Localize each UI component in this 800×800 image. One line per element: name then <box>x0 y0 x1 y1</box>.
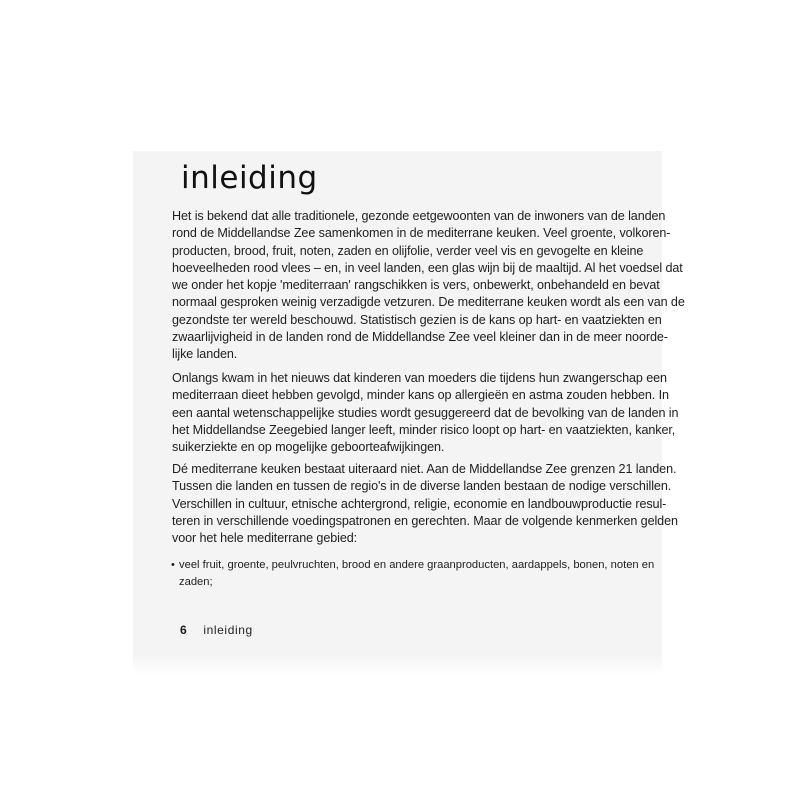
paragraph-line: hoeveelheden rood vlees – en, in veel landen, een glas wijn bij de maaltijd. Al het voedsel dat <box>172 260 683 275</box>
paragraph-line: we onder het kopje 'mediterraan' rangschikken is vers, onbewerkt, onbehandeld en bevat <box>172 278 660 293</box>
paragraph-line: zwaarlijvigheid in de landen rond de Middellandse Zee veel kleiner dan in de meer noorde- <box>172 330 668 345</box>
paragraph-line: het Middellandse Zeegebied langer leeft, minder risico loopt op hart- en vaatziekten, kanker, <box>172 422 676 437</box>
paragraph-line: Onlangs kwam in het nieuws dat kinderen van moeders die tijdens hun zwangerschap een <box>172 371 667 385</box>
paragraph-1 <box>172 208 685 364</box>
paragraph-line: Het is bekend dat alle traditionele, gezonde eetgewoonten van de inwoners van de landen <box>172 209 666 223</box>
paragraph-line: teren in verschillende voedingspatronen en gerechten. Maar de volgende kenmerken gelden <box>172 513 678 528</box>
paragraph-line: suikerziekte en op mogelijke geboorteafwijkingen. <box>172 440 445 455</box>
paragraph-line: Dé mediterrane keuken bestaat uiteraard niet. Aan de Middellandse Zee grenzen 21 landen. <box>172 462 677 476</box>
bullet-item <box>171 557 655 590</box>
paragraph-line: producten, brood, fruit, noten, zaden en olijfolie, verder veel vis en gevogelte en kleine <box>172 243 644 258</box>
page-number: 6 <box>180 623 187 637</box>
bullet-line: veel fruit, groente, peulvruchten, brood en andere graanproducten, aardappels, bonen, noten en <box>179 559 655 571</box>
bullet-text <box>172 557 655 590</box>
paragraph-line: een aantal wetenschappelijke studies wordt gesuggereerd dat de bevolking van de landen in <box>172 405 679 420</box>
paragraph-line: lijke landen. <box>172 347 238 362</box>
page-footer <box>180 622 253 638</box>
paragraph-2 <box>172 370 679 456</box>
paragraph-line: rond de Middellandse Zee samenkomen in de mediterrane keuken. Veel groente, volkoren- <box>172 226 671 241</box>
running-footer-section: inleiding <box>203 623 253 637</box>
paragraph-line: gezondste ter wereld beschouwd. Statistisch gezien is de kans op hart- en vaatziekten en <box>172 312 662 327</box>
page-title: inleiding <box>181 160 318 196</box>
paragraph-line: Verschillen in cultuur, etnische achtergrond, religie, economie en landbouwproductie resul- <box>172 496 667 511</box>
paragraph-line: voor het hele mediterrane gebied: <box>172 531 358 546</box>
scan-edge-fade <box>133 655 662 675</box>
bullet-dot-icon: • <box>171 559 175 571</box>
paragraph-line: Tussen die landen en tussen de regio's in de diverse landen bestaan de nodige verschillen. <box>172 479 672 494</box>
paragraph-line: normaal gesproken weinig verzadigde vetzuren. De mediterrane keuken wordt als een van de <box>172 295 685 310</box>
paragraph-line: mediterraan dieet hebben gevolgd, minder kans op allergieën en astma zouden hebben. In <box>172 388 669 403</box>
bullet-line: zaden; <box>179 575 213 588</box>
paragraph-3 <box>172 461 678 547</box>
